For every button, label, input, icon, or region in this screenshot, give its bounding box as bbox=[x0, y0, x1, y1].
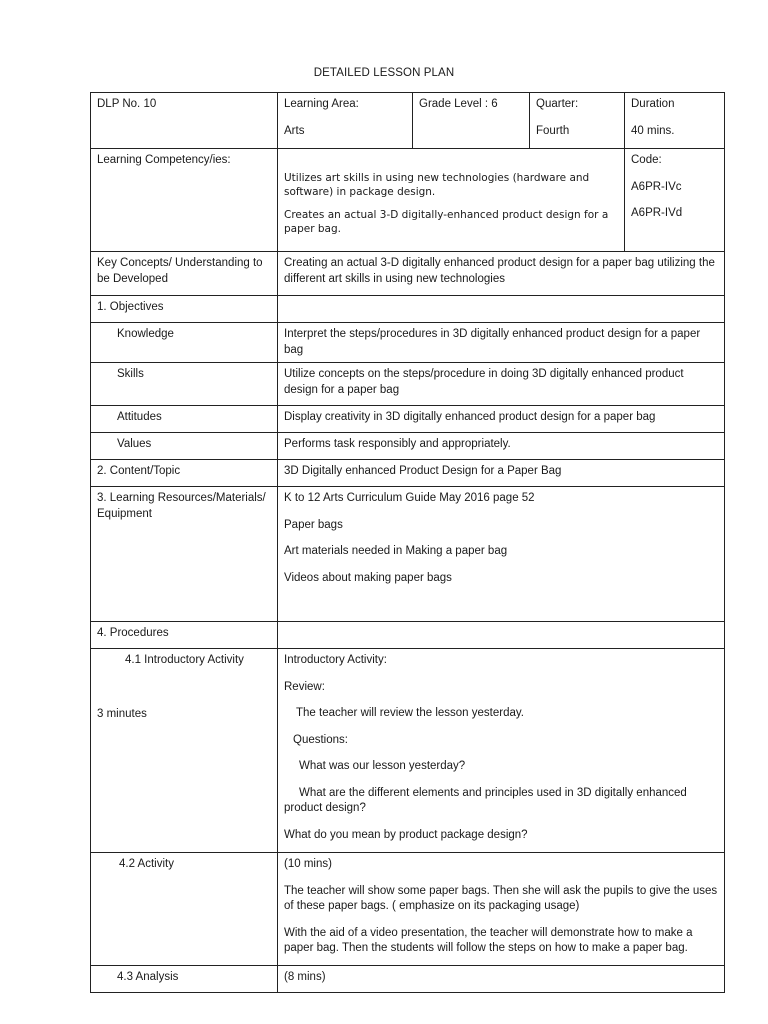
intro-activity-time: 3 minutes bbox=[97, 707, 147, 720]
resource-item: Art materials needed in Making a paper bag bbox=[284, 545, 508, 557]
learning-area-label: Learning Area: bbox=[284, 98, 359, 110]
document-title: DETAILED LESSON PLAN bbox=[313, 67, 455, 79]
resources-list bbox=[278, 487, 725, 622]
activity-row bbox=[91, 853, 725, 966]
dlp-number: DLP No. 10 bbox=[91, 93, 278, 149]
quarter-cell bbox=[530, 93, 625, 149]
header-row bbox=[91, 93, 725, 149]
competency-item-1: Utilizes art skills in using new technologies (hardware and software) in package design. bbox=[284, 172, 590, 198]
question-1: What was our lesson yesterday? bbox=[299, 760, 466, 772]
activity-label: 4.2 Activity bbox=[91, 853, 278, 966]
resource-item: K to 12 Arts Curriculum Guide May 2016 page 52 bbox=[284, 492, 535, 504]
knowledge-value: Interpret the steps/procedures in 3D digitally enhanced product design for a paper bag bbox=[278, 323, 725, 363]
objectives-row bbox=[91, 296, 725, 323]
content-label: 2. Content/Topic bbox=[91, 460, 278, 487]
resources-label: 3. Learning Resources/Materials/ Equipment bbox=[91, 487, 278, 622]
attitudes-value: Display creativity in 3D digitally enhanced product design for a paper bag bbox=[278, 406, 725, 433]
code-1: A6PR-IVc bbox=[631, 180, 682, 193]
attitudes-label: Attitudes bbox=[91, 406, 278, 433]
attitudes-row bbox=[91, 406, 725, 433]
values-row bbox=[91, 433, 725, 460]
analysis-time: (8 mins) bbox=[278, 966, 725, 993]
key-concepts-row bbox=[91, 252, 725, 296]
intro-activity-cell bbox=[91, 649, 278, 853]
duration-cell bbox=[625, 93, 725, 149]
skills-value: Utilize concepts on the steps/procedure in doing 3D digitally enhanced product design for a paper bag bbox=[278, 363, 725, 406]
procedures-row bbox=[91, 622, 725, 649]
question-3: What do you mean by product package design? bbox=[284, 828, 528, 841]
review-label: Review: bbox=[284, 680, 325, 693]
intro-activity-label: 4.1 Introductory Activity bbox=[125, 654, 244, 666]
quarter-value: Fourth bbox=[536, 124, 570, 137]
duration-label: Duration bbox=[631, 98, 675, 110]
resource-item: Paper bags bbox=[284, 518, 343, 531]
duration-value: 40 mins. bbox=[631, 124, 675, 137]
activity-content bbox=[278, 853, 725, 966]
values-label: Values bbox=[91, 433, 278, 460]
grade-level: Grade Level : 6 bbox=[413, 93, 530, 149]
values-value: Performs task responsibly and appropriately. bbox=[278, 433, 725, 460]
activity-paragraph-1: The teacher will show some paper bags. Then she will ask the pupils to give the uses of these paper bags. ( emphasize on its packaging usage) bbox=[284, 884, 718, 912]
learning-area-cell bbox=[278, 93, 413, 149]
activity-paragraph-2: With the aid of a video presentation, the teacher will demonstrate how to make a paper bag. Then the students will follow the steps on how to make a paper bag. bbox=[284, 926, 693, 954]
skills-row bbox=[91, 363, 725, 406]
objectives-label: 1. Objectives bbox=[91, 296, 278, 323]
intro-heading: Introductory Activity: bbox=[284, 654, 387, 666]
analysis-label: 4.3 Analysis bbox=[91, 966, 278, 993]
code-2: A6PR-IVd bbox=[631, 207, 683, 219]
code-label: Code: bbox=[631, 154, 662, 166]
quarter-label: Quarter: bbox=[536, 98, 579, 110]
intro-activity-row bbox=[91, 649, 725, 853]
content-row bbox=[91, 460, 725, 487]
knowledge-row bbox=[91, 323, 725, 363]
review-text: The teacher will review the lesson yesterday. bbox=[296, 707, 524, 719]
competency-item-2: Creates an actual 3-D digitally-enhanced product design for a paper bag. bbox=[284, 209, 609, 235]
resource-item: Videos about making paper bags bbox=[284, 571, 452, 584]
competency-row bbox=[91, 149, 725, 252]
competency-label: Learning Competency/ies: bbox=[91, 149, 278, 252]
procedures-label: 4. Procedures bbox=[91, 622, 278, 649]
competency-items bbox=[278, 149, 625, 252]
knowledge-label: Knowledge bbox=[91, 323, 278, 363]
content-value: 3D Digitally enhanced Product Design for a Paper Bag bbox=[278, 460, 725, 487]
intro-activity-content bbox=[278, 649, 725, 853]
code-cell bbox=[625, 149, 725, 252]
resources-row bbox=[91, 487, 725, 622]
activity-time: (10 mins) bbox=[284, 858, 332, 870]
question-2: What are the different elements and principles used in 3D digitally enhanced product design? bbox=[284, 786, 687, 814]
key-concepts-label: Key Concepts/ Understanding to be Developed bbox=[91, 252, 278, 296]
questions-label: Questions: bbox=[293, 733, 348, 746]
lesson-plan-table bbox=[90, 92, 725, 993]
analysis-row bbox=[91, 966, 725, 993]
learning-area-value: Arts bbox=[284, 124, 305, 137]
skills-label: Skills bbox=[91, 363, 278, 406]
key-concepts-value: Creating an actual 3-D digitally enhanced product design for a paper bag utilizing the different art skills in using new technologies bbox=[278, 252, 725, 296]
